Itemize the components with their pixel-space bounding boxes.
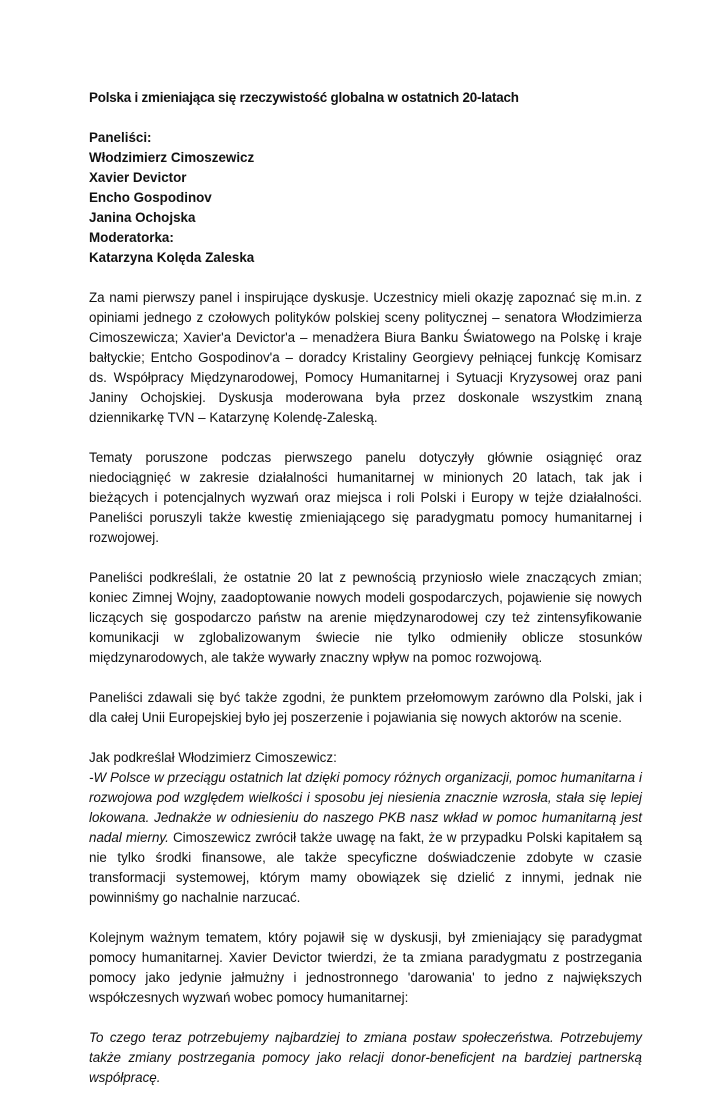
panelist-name: Janina Ochojska (89, 210, 196, 225)
paragraph-eu-enlargement: Paneliści zdawali się być także zgodni, że punktem przełomowym zarówno dla Polski, jak i dla całej Unii Europejskiej było jej poszerzenie i pojawiania się nowych aktorów na scenie. (89, 690, 642, 725)
panelist-name: Włodzimierz Cimoszewicz (89, 150, 255, 165)
moderator-name: Katarzyna Kolęda Zaleska (89, 250, 255, 265)
paragraph-topics: Tematy poruszone podczas pierwszego panelu dotyczyły głównie osiągnięć oraz niedociągnięć w zakresie działalności humanitarnej w minionych 20 latach, tak jak i bieżących i potencjalnych wyzwań oraz miejsca i roli Polski i Europy w tejże działalności. Paneliści poruszyli także kwestię zmieniającego się paradygmatu pomocy humanitarnej i rozwojowej. (89, 450, 642, 545)
cimoszewicz-comment: Cimoszewicz zwrócił także uwagę na fakt, że w przypadku Polski kapitałem są nie tylko środki finansowe, ale także specyficzne doświadczenie zdobyte w czasie transformacji systemowej, którym mamy obowiązek się dzielić z innymi, jednak nie powinniśmy go nachalnie narzucać. (89, 830, 642, 905)
document-page (89, 88, 642, 1108)
panelist-name: Xavier Devictor (89, 170, 187, 185)
devictor-quote: To czego teraz potrzebujemy najbardziej to zmiana postaw społeczeństwa. Potrzebujemy także zmiany postrzegania pomocy jako relacji donor-beneficjent na bardziej partnerską współpracę. (89, 1030, 642, 1085)
paragraph-cimoszewicz (89, 768, 642, 908)
panelists-heading: Paneliści: (89, 130, 152, 145)
paragraph-intro: Za nami pierwszy panel i inspirujące dyskusje. Uczestnicy mieli okazję zapoznać się m.in. z opiniami jednego z czołowych polityków polskiej sceny politycznej – senatora Włodzimierza Cimoszewicza; Xavier'a Devictor'a – menadżera Biura Banku Światowego na Polskę i kraje bałtyckie; Entcho Gospodinov'a – doradcy Kristaliny Georgievy pełniącej funkcję Komisarz ds. Współpracy Międzynarodowej, Pomocy Humanitarnej i Sytuacji Kryzysowej oraz pani Janiny Ochojskiej. Dyskusja moderowana była przez doskonale wszystkim znaną dziennikarkę TVN – Katarzynę Kolendę-Zaleską. (89, 290, 642, 425)
paragraph-paradigm: Kolejnym ważnym tematem, który pojawił się w dyskusji, był zmieniający się paradygmat pomocy humanitarnej. Xavier Devictor twierdzi, że ta zmiana paradygmatu z postrzegania pomocy jako jedynie jałmużny i jednostronnego 'darowania' to jedno z największych współczesnych wyzwań wobec pomocy humanitarnej: (89, 930, 642, 1005)
panelist-name: Encho Gospodinov (89, 190, 212, 205)
moderator-heading: Moderatorka: (89, 230, 174, 245)
document-title: Polska i zmieniająca się rzeczywistość globalna w ostatnich 20-latach (89, 90, 519, 105)
paragraph-changes: Paneliści podkreślali, że ostatnie 20 lat z pewnością przyniosło wiele znaczących zmian; koniec Zimnej Wojny, zaadoptowanie nowych modeli gospodarczych, pojawienie się nowych liczących się gospodarczo państw na arenie międzynarodowej czy też zintensyfikowanie komunikacji w zglobalizowanym świecie nie tylko odmieniły oblicze stosunków międzynarodowych, ale także wywarły znaczny wpływ na pomoc rozwojową. (89, 570, 642, 665)
cimoszewicz-quote: -W Polsce w przeciągu ostatnich lat dzięki pomocy różnych organizacji, pomoc humanitarna i rozwojowa pod względem wielkości i sposobu jej niesienia znacznie wzrosła, stała się lepiej lokowana. Jednakże w odniesieniu do naszego PKB nasz wkład w pomoc humanitarną jest nadal mierny. (89, 770, 642, 845)
panel-list (89, 128, 642, 268)
cimoszewicz-intro: Jak podkreślał Włodzimierz Cimoszewicz: (89, 750, 337, 765)
